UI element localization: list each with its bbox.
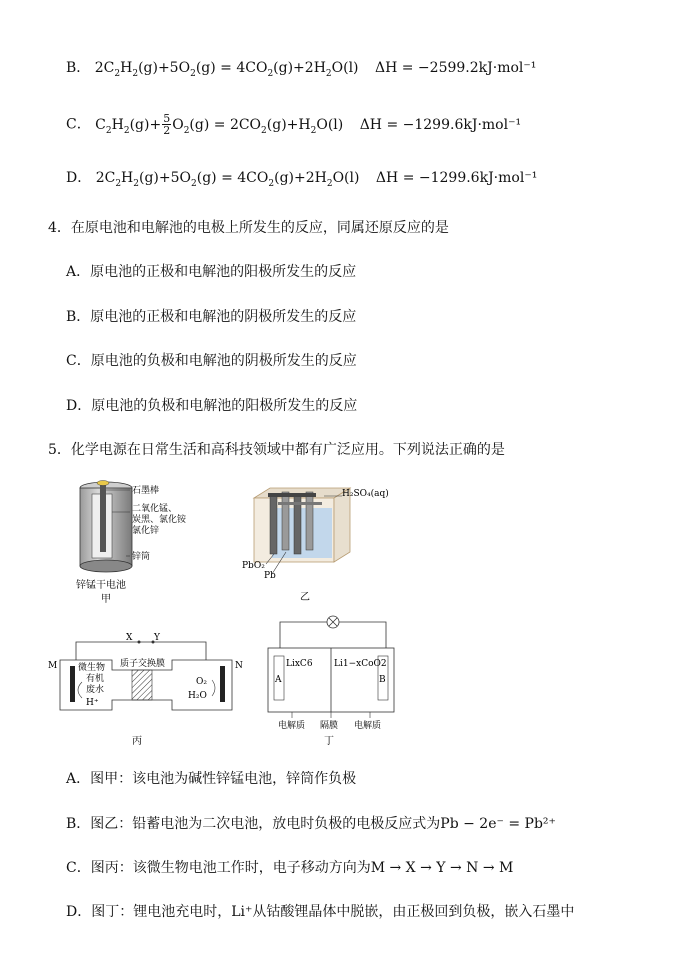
tag-yi: 乙 bbox=[300, 592, 310, 603]
label-mix-2: 炭黑、氯化铵 bbox=[132, 515, 187, 525]
tag-jia: 甲 bbox=[101, 594, 111, 605]
option-3c: C． $C_2H_2(g)+$ $\frac{5}{2}$ $O_2(g) = 2CO_2(g)+H_2O(l) \Delta H = -1299.6kJ\cdot mol^{-1}$ bbox=[66, 112, 522, 137]
tag-ding: 丁 bbox=[324, 736, 334, 747]
figure-lithium-cell bbox=[262, 612, 402, 750]
option-4c: C．原电池的负极和电解池的阴极所发生的反应 bbox=[66, 353, 357, 369]
question-5-stem: 5．化学电源在日常生活和高科技领域中都有广泛应用。下列说法正确的是 bbox=[48, 442, 505, 458]
option-5b: B．图乙：铅蓄电池为二次电池，放电时负极的电极反应式为Pb − 2e⁻ = Pb²⁺ bbox=[66, 816, 556, 832]
enthalpy: ΔH = −1299.6kJ·mol⁻¹ bbox=[359, 116, 522, 133]
label-zinc-can: 锌筒 bbox=[132, 552, 151, 562]
label-lixc6: LixC6 bbox=[286, 659, 313, 669]
label-m: M bbox=[48, 661, 58, 671]
label-pb: Pb bbox=[264, 571, 276, 581]
fraction: $\frac{5}{2}$ bbox=[163, 112, 171, 137]
figure-microbial-cell bbox=[46, 632, 246, 750]
option-3b: B． $2C_2H_2(g)+5O_2(g) = 4CO_2(g)+2H_2O(l) \Delta H = -2599.2kJ\cdot mol^{-1}$ bbox=[66, 60, 537, 79]
label-mix-1: 二氧化锰、 bbox=[132, 504, 178, 514]
label-electrode-b: B bbox=[379, 675, 386, 685]
option-4a: A．原电池的正极和电解池的阳极所发生的反应 bbox=[66, 264, 357, 280]
figure-lead-acid-battery bbox=[242, 482, 389, 604]
label-oxygen: O₂ bbox=[196, 677, 207, 687]
label-organic: 有机 bbox=[86, 674, 105, 684]
label-y: Y bbox=[154, 633, 160, 643]
label-electrolyte-left: 电解质 bbox=[278, 721, 306, 731]
equation-pre: $C_2H_2(g)+$ bbox=[95, 116, 162, 136]
option-4b: B．原电池的正极和电解池的阴极所发生的反应 bbox=[66, 309, 357, 325]
option-4d: D．原电池的负极和电解池的阳极所发生的反应 bbox=[66, 398, 358, 414]
tag-bing: 丙 bbox=[132, 736, 142, 747]
equation-post: $O_2(g) = 2CO_2(g)+H_2O(l)$ bbox=[172, 116, 344, 136]
label-licoo2: Li1−xCoO2 bbox=[334, 659, 387, 669]
label-membrane: 质子交换膜 bbox=[120, 659, 166, 669]
label-microbe: 微生物 bbox=[78, 663, 106, 673]
label-electrode-a: A bbox=[275, 675, 282, 685]
label-acid: H₂SO₄(aq) bbox=[342, 489, 389, 499]
option-3d: D． $2C_2H_2(g)+5O_2(g) = 4CO_2(g)+2H_2O(l) \Delta H = -1299.6kJ\cdot mol^{-1}$ bbox=[66, 170, 538, 189]
label-separator: 隔膜 bbox=[320, 721, 339, 731]
label-graphite-rod: 石墨棒 bbox=[132, 486, 160, 496]
equation: $2C_2H_2(g)+5O_2(g) = 4CO_2(g)+2H_2O(l)$ bbox=[95, 170, 360, 189]
equation: Pb − 2e⁻ = Pb²⁺ bbox=[440, 816, 556, 832]
label-wastewater: 废水 bbox=[86, 685, 105, 695]
label-pbo2: PbO₂ bbox=[242, 561, 265, 571]
caption-jia: 锌锰干电池 bbox=[76, 580, 126, 591]
equation: M → X → Y → N → M bbox=[370, 860, 514, 876]
label-proton: H⁺ bbox=[86, 698, 99, 708]
enthalpy: ΔH = −1299.6kJ·mol⁻¹ bbox=[375, 170, 538, 186]
figure-zinc-manganese-cell bbox=[70, 478, 210, 606]
label-x: X bbox=[126, 633, 133, 643]
label-water: H₂O bbox=[188, 691, 207, 701]
label-n: N bbox=[235, 661, 243, 671]
enthalpy: ΔH = −2599.2kJ·mol⁻¹ bbox=[374, 60, 537, 76]
option-5a: A．图甲：该电池为碱性锌锰电池，锌筒作负极 bbox=[66, 771, 357, 787]
label-electrolyte-right: 电解质 bbox=[354, 721, 382, 731]
option-5c: C．图丙：该微生物电池工作时，电子移动方向为M → X → Y → N → M bbox=[66, 860, 514, 876]
ion: Li⁺ bbox=[231, 904, 253, 920]
option-5d: D．图丁：锂电池充电时，Li⁺从钴酸锂晶体中脱嵌，由正极回到负极，嵌入石墨中 bbox=[66, 904, 575, 920]
label-mix-3: 氯化锌 bbox=[132, 526, 160, 536]
question-4-stem: 4．在原电池和电解池的电极上所发生的反应，同属还原反应的是 bbox=[48, 220, 449, 236]
equation: $2C_2H_2(g)+5O_2(g) = 4CO_2(g)+2H_2O(l)$ bbox=[94, 60, 359, 79]
